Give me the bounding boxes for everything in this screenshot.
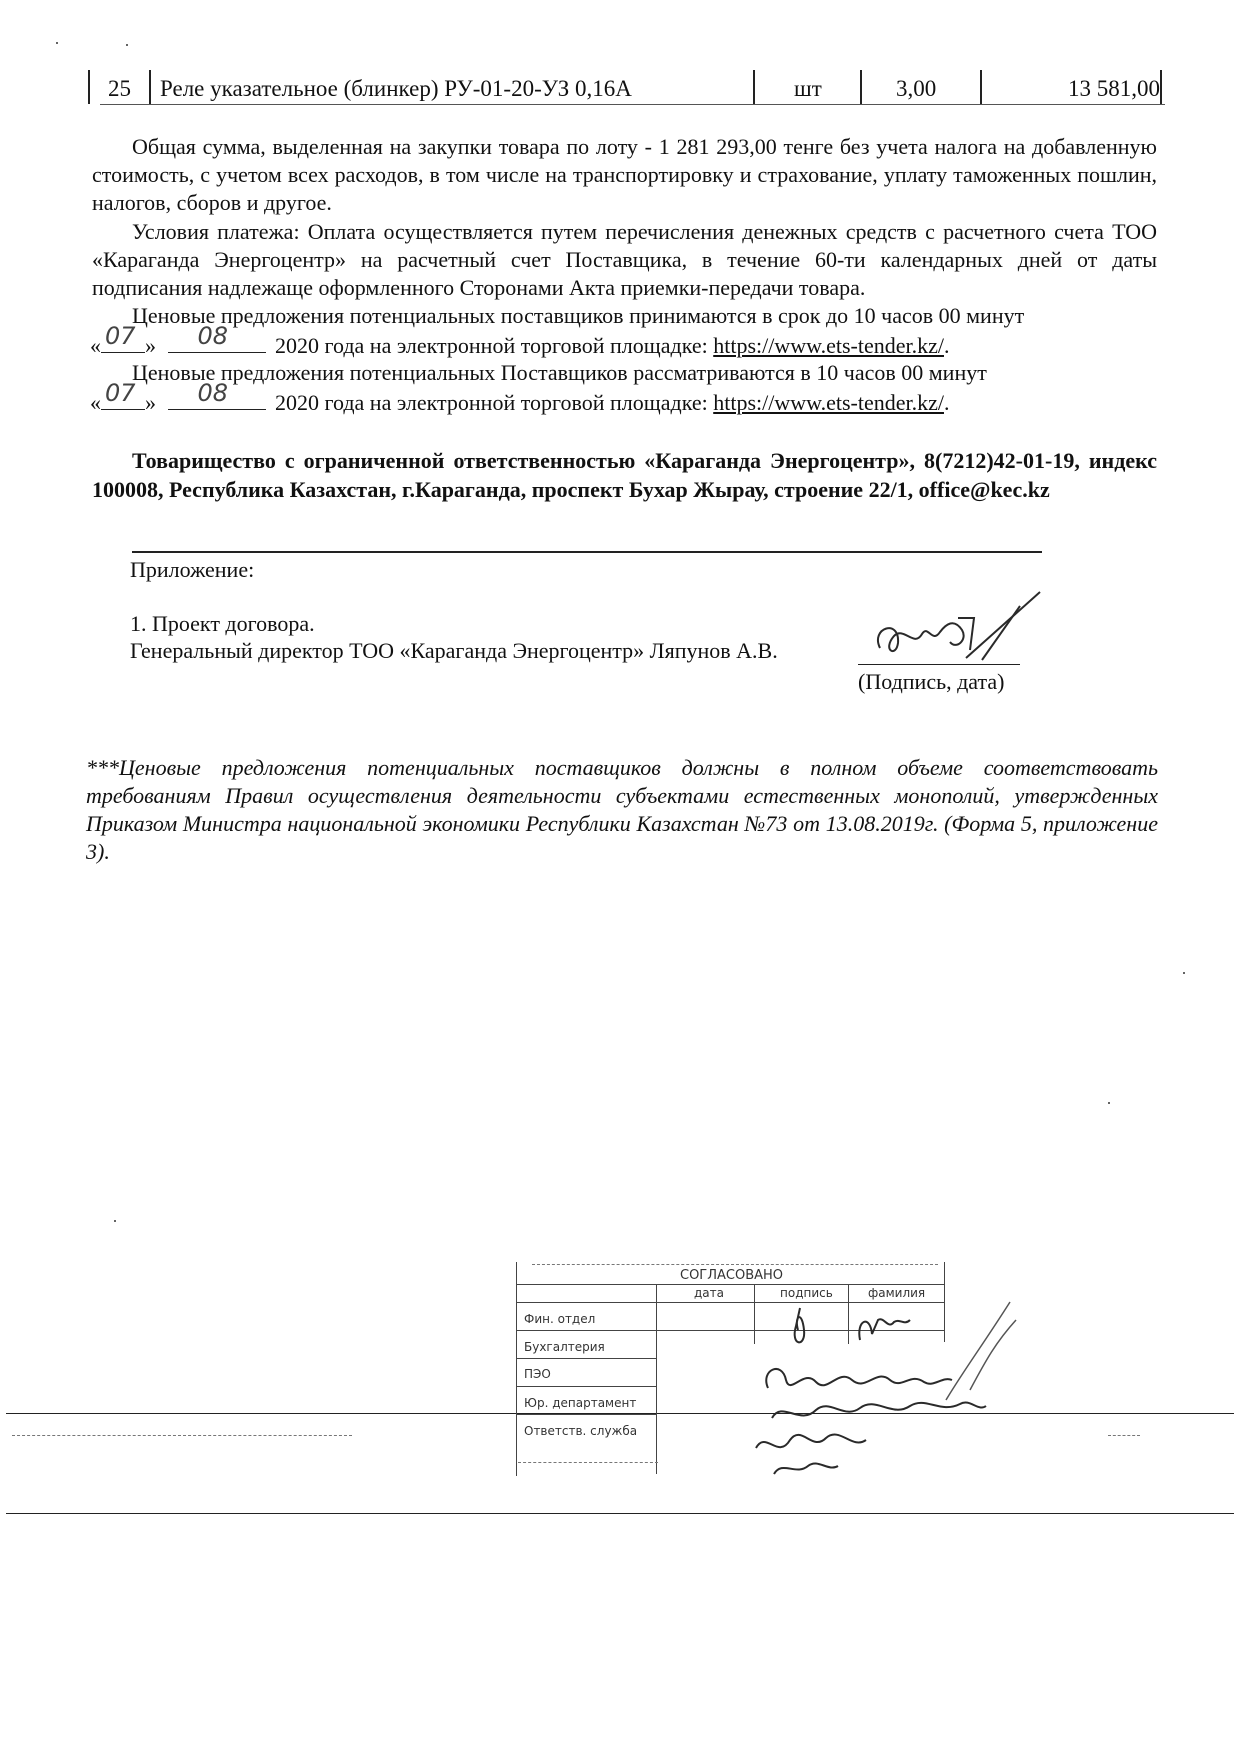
stamp-title: СОГЛАСОВАНО <box>680 1268 784 1283</box>
acceptance-tail: 2020 года на электронной торговой площадке: <box>275 333 708 358</box>
quote-close: » <box>145 333 156 358</box>
total-sum-text: Общая сумма, выделенная на закупки товара по лоту - 1 281 293,00 тенге без учета налога на добавленную стоимость, с учетом всех расходов, в том числе на транспортировку и страхование, уплату таможенных пошлин, налогов, сборов и другое. <box>92 134 1157 215</box>
payment-terms-paragraph <box>92 218 1157 302</box>
stamp-row-label: Юр. департамент <box>524 1396 637 1410</box>
item-amount: 13 581,00 <box>1068 76 1160 101</box>
stamp-border <box>516 1414 656 1415</box>
director-line: Генеральный директор ТОО «Караганда Энергоцентр» Ляпунов А.В. <box>130 638 778 663</box>
ets-tender-link[interactable]: https://www.ets-tender.kz/ <box>713 390 944 415</box>
scan-speck <box>114 1220 116 1222</box>
stamp-col-name: фамилия <box>868 1286 926 1300</box>
stamp-row-label: Ответств. служба <box>524 1424 638 1438</box>
scan-rule <box>12 1435 352 1436</box>
review-tail: 2020 года на электронной торговой площадке: <box>275 390 708 415</box>
quote-open: « <box>90 390 101 415</box>
stamp-signatures <box>720 1290 1020 1480</box>
acceptance-date-line <box>90 322 950 360</box>
acceptance-line: Ценовые предложения потенциальных поставщиков принимаются в срок до 10 часов 00 минут <box>132 303 1025 328</box>
scan-rule <box>6 1513 1234 1514</box>
scan-speck <box>1108 1102 1110 1104</box>
ets-tender-link[interactable]: https://www.ets-tender.kz/ <box>713 333 944 358</box>
acceptance-end: . <box>943 333 950 358</box>
payment-terms-text: Условия платежа: Оплата осуществляется путем перечисления денежных средств с расчетного счета ТОО «Караганда Энергоцентр» на расчетный счет Поставщика, в течение 60-ти календарных дней от даты подписания надлежаще оформленного Сторонами Акта приемки-передачи товара. <box>92 219 1157 300</box>
review-date-line <box>90 379 950 417</box>
footnote <box>86 754 1158 866</box>
quote-open: « <box>90 333 101 358</box>
stamp-row-label: ПЭО <box>524 1367 551 1381</box>
stamp-col-sign: подпись <box>780 1286 833 1300</box>
review-end: . <box>943 390 950 415</box>
review-line: Ценовые предложения потенциальных Поставщиков рассматриваются в 10 часов 00 минут <box>132 360 987 385</box>
stamp-border <box>516 1358 656 1359</box>
stamp-col-date: дата <box>694 1286 724 1300</box>
stamp-row-label: Бухгалтерия <box>524 1340 605 1354</box>
table-border <box>100 104 1165 105</box>
director-signature <box>870 588 1050 678</box>
scan-speck <box>1183 972 1185 974</box>
handwritten-month: 08 <box>197 322 229 350</box>
stamp-border <box>516 1262 517 1476</box>
quote-close: » <box>145 390 156 415</box>
scan-speck <box>56 42 58 44</box>
stamp-border <box>518 1462 658 1463</box>
acceptance-deadline <box>92 302 1157 330</box>
item-unit: шт <box>794 76 822 101</box>
separator-line <box>132 551 1042 553</box>
scan-speck <box>126 44 128 46</box>
item-number: 25 <box>108 76 131 101</box>
company-info-text: Товарищество с ограниченной ответственностью «Караганда Энергоцентр», 8(7212)42-01-19, индекс 100008, Республика Казахстан, г.Караганда, проспект Бухар Жырау, строение 22/1, office@kec.kz <box>92 448 1157 502</box>
review-time <box>92 359 1157 387</box>
item-name: Реле указательное (блинкер) РУ-01-20-УЗ 0,16А <box>160 76 632 101</box>
signature-caption: (Подпись, дата) <box>858 669 1005 694</box>
footnote-text: ***Ценовые предложения потенциальных поставщиков должны в полном объеме соответствовать требованиям Правил осуществления деятельности субъектами естественных монополий, утвержденных Приказом Министра национальной экономики Республики Казахстан №73 от 13.08.2019г. (Форма 5, приложение 3). <box>86 755 1158 864</box>
handwritten-month: 08 <box>197 379 229 407</box>
stamp-border <box>532 1264 938 1265</box>
stamp-border <box>656 1284 657 1474</box>
handwritten-day: 07 <box>105 322 136 350</box>
appendix-item: 1. Проект договора. <box>130 611 315 636</box>
item-quantity: 3,00 <box>896 76 937 101</box>
total-sum-paragraph <box>92 133 1157 217</box>
stamp-border <box>516 1386 656 1387</box>
stamp-row-label: Фин. отдел <box>524 1312 596 1326</box>
handwritten-day: 07 <box>105 379 136 407</box>
stamp-border <box>516 1284 944 1285</box>
scan-rule <box>1108 1435 1140 1436</box>
company-info <box>92 446 1157 504</box>
appendix-label: Приложение: <box>130 557 255 582</box>
